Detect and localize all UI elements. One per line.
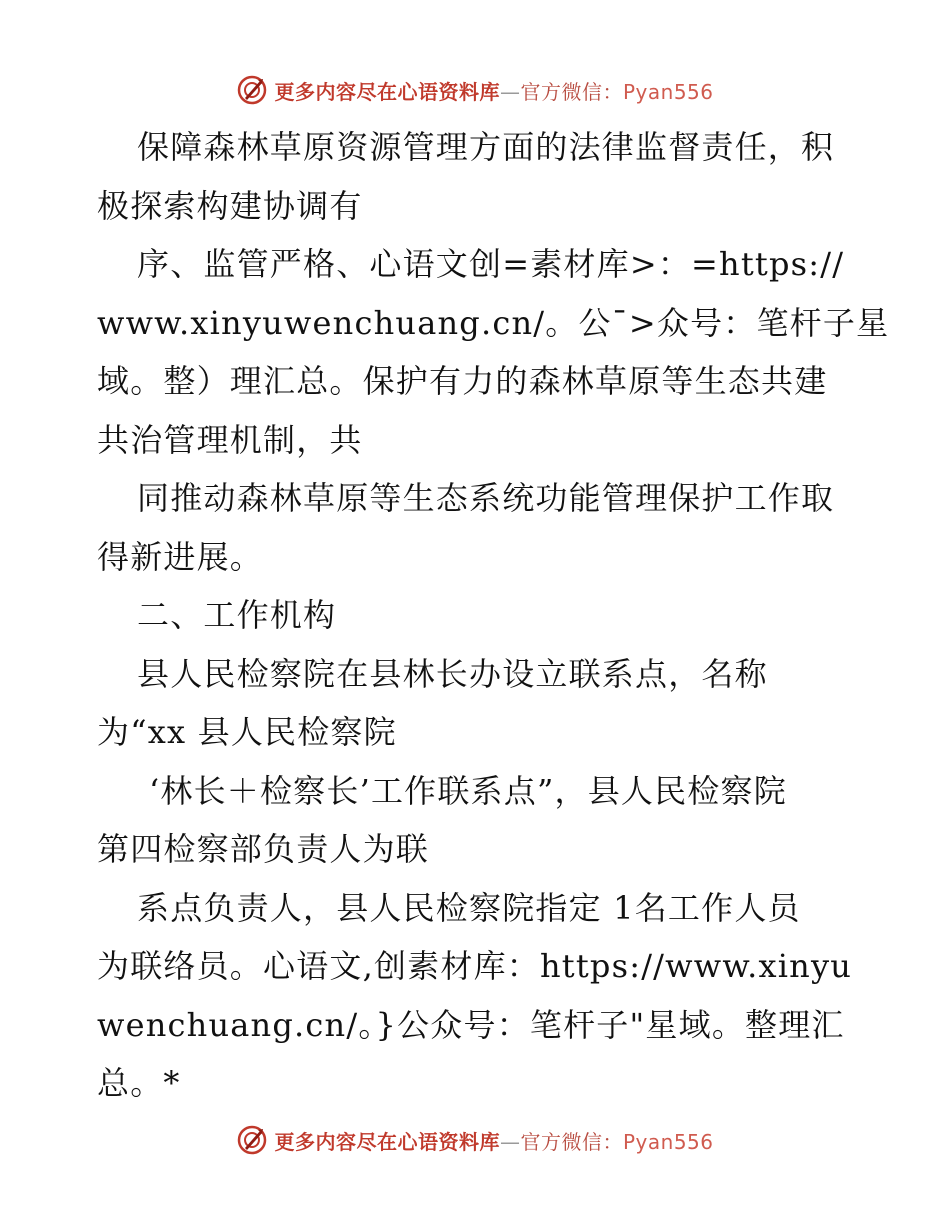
paragraph-line: 总。*	[97, 1064, 181, 1102]
banner-wechat-id: Pyan556	[622, 1129, 714, 1154]
paragraph-line: 为“xx 县人民检察院	[97, 713, 397, 751]
paragraph-line: www.xinyuwenchuang.cn/。公¯>众号：笔杆子星	[97, 303, 890, 342]
paragraph-line: 同推动森林草原等生态系统功能管理保护工作取	[137, 479, 835, 517]
paragraph-line: 县人民检察院在县林长办设立联系点，名称	[137, 654, 768, 693]
paragraph-line: 序、监管严格、心语文创=素材库>：=https://	[137, 245, 845, 283]
paragraph-line: 共治管理机制，共	[97, 420, 363, 459]
banner-dash: —	[499, 1129, 521, 1154]
banner-wechat-label: 官方微信：	[520, 79, 623, 104]
paragraph-line: wenchuang.cn/。}公众号：笔杆子"星域。整理汇	[97, 1005, 845, 1044]
footer-banner-content	[236, 1124, 713, 1156]
footer-banner-text	[274, 1126, 713, 1155]
header-banner	[0, 70, 950, 110]
paragraph-line: 极探索构建协调有	[97, 186, 363, 225]
section-heading: 二、工作机构	[137, 596, 337, 634]
banner-main-text: 更多内容尽在心语资料库	[274, 79, 500, 104]
document-body	[97, 118, 890, 1113]
header-banner-text	[274, 76, 713, 105]
paragraph-line: 为联络员。心语文,创素材库：https://www.xinyu	[97, 947, 853, 985]
paragraph-line: 第四检察部负责人为联	[97, 830, 430, 868]
banner-wechat-label: 官方微信：	[520, 1129, 623, 1154]
banner-wechat-id: Pyan556	[622, 79, 714, 104]
footer-banner	[0, 1120, 950, 1160]
banner-main-text: 更多内容尽在心语资料库	[274, 1129, 500, 1154]
paragraph-line: ‘林长＋检察长’工作联系点”，县人民检察院	[149, 771, 787, 810]
paragraph-line: 得新进展。	[97, 537, 264, 576]
paragraph-line: 域。整）理汇总。保护有力的森林草原等生态共建	[97, 362, 828, 400]
logo-icon	[236, 74, 268, 106]
paragraph-line: 系点负责人，县人民检察院指定 1名工作人员	[137, 888, 801, 927]
banner-dash: —	[499, 79, 521, 104]
logo-icon	[236, 1124, 268, 1156]
header-banner-content	[236, 74, 713, 106]
paragraph-line: 保障森林草原资源管理方面的法律监督责任，积	[137, 128, 835, 166]
